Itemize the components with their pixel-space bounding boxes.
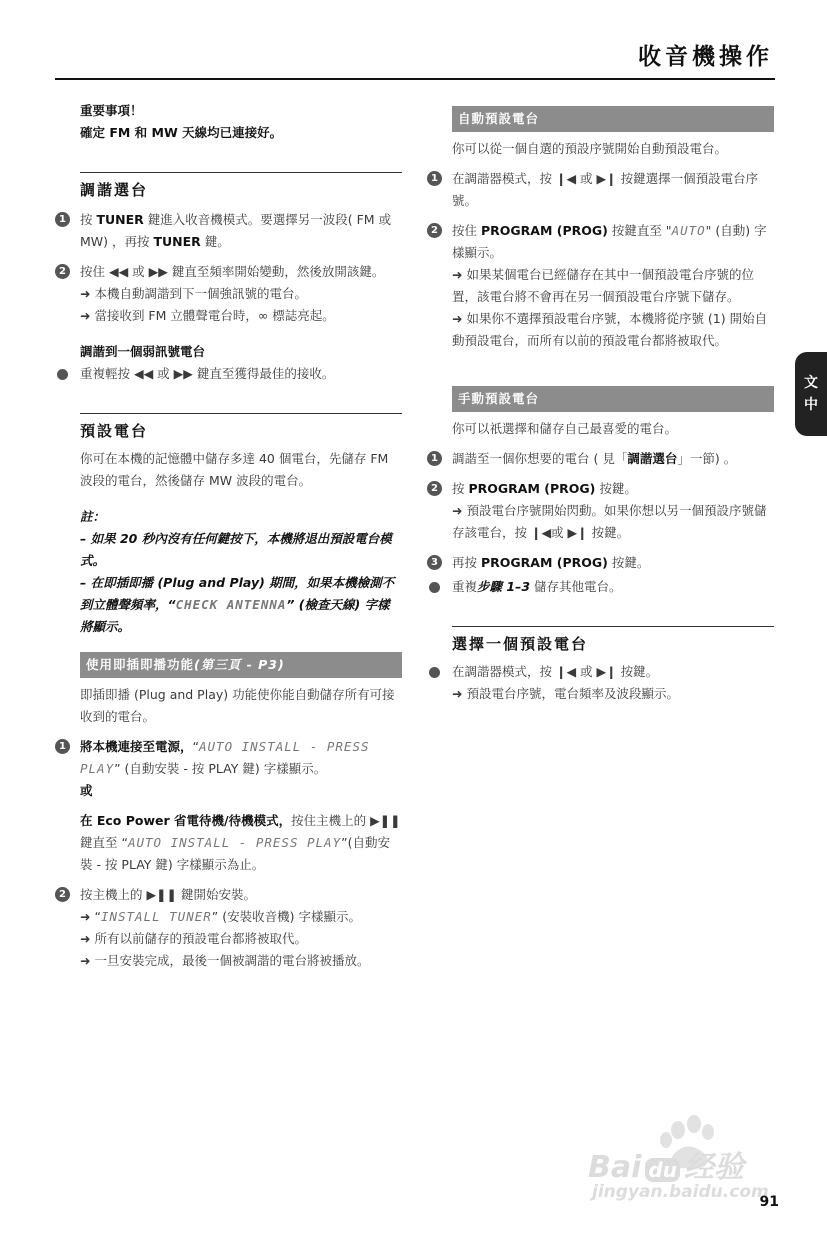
- auto-step-1: 1 在調諧器模式，按 ❙◀ 或 ▶❙ 按鍵選擇一個預設電台序號。: [427, 168, 774, 212]
- manual-step-1: 1 調諧至一個你想要的電台 ( 見「調諧選台」一節) 。: [427, 448, 774, 470]
- result-line: ➜ 如果你不選擇預設電台序號，本機將從序號 (1) 開始自動預設電台，而所有以前的預設電台都將被取代。: [452, 311, 768, 348]
- or-label: 或: [80, 783, 93, 798]
- pnp-intro: 即插即播 (Plug and Play) 功能使你能自動儲存所有可接收到的電台。: [80, 687, 395, 724]
- section-bar-plug-and-play: 使用即插即播功能(第三頁 - P3): [80, 652, 402, 678]
- step-number-1: 1: [427, 451, 442, 466]
- bullet-icon: [429, 582, 440, 593]
- tuning-step-2: 2 按住 ◀◀ 或 ▶▶ 鍵直至頻率開始變動，然後放開該鍵。 ➜ 本機自動調諧到下一個強訊號的電台。 ➜ 當接收到 FM 立體聲電台時，∞ 標誌亮起。: [55, 261, 402, 327]
- select-preset-item: 在調諧器模式，按 ❙◀ 或 ▶❙ 按鍵。 ➜ 預設電台序號，電台頻率及波段顯示。: [427, 661, 774, 705]
- bullet-icon: [57, 369, 68, 380]
- notice-body: 確定 FM 和 MW 天線均已連接好。: [80, 125, 283, 140]
- language-tab-line: 文: [804, 375, 818, 391]
- right-column: [427, 106, 774, 705]
- step-number-1: 1: [427, 171, 442, 186]
- weak-station-title: 調諧到一個弱訊號電台: [80, 344, 206, 359]
- note-2: – 在即插即播 (Plug and Play) 期間，如果本機檢測不到立體聲頻率，“CHECK ANTENNA” (檢查天線) 字樣將顯示。: [80, 575, 395, 634]
- page-number: 91: [759, 1194, 779, 1210]
- preset-intro: 你可在本機的記憶體中儲存多達 40 個電台，先儲存 FM 波段的電台，然後儲存 MW 波段的電台。: [80, 451, 389, 488]
- watermark-url: jingyan.baidu.com: [592, 1182, 769, 1202]
- manual-repeat: 重複步驟 1–3 儲存其他電台。: [427, 576, 774, 598]
- result-line: ➜ 如果某個電台已經儲存在其中一個預設電台序號的位置，該電台將不會再在另一個預設電台序號下儲存。: [452, 267, 754, 304]
- result-line: ➜ 所有以前儲存的預設電台都將被取代。: [80, 931, 307, 946]
- step-number-2: 2: [55, 887, 70, 902]
- section-bar-manual-preset: 手動預設電台: [452, 386, 774, 412]
- section-heading-tuning: 調諧選台: [80, 172, 402, 201]
- result-line: ➜ 當接收到 FM 立體聲電台時，∞ 標誌亮起。: [80, 308, 335, 323]
- auto-step-2: 2 按住 PROGRAM (PROG) 按鍵直至 "AUTO" (自動) 字樣顯示。 ➜ 如果某個電台已經儲存在其中一個預設電台序號的位置，該電台將不會再在另一個預設電台序號下儲存。 ➜ 如果你不選擇預設電台序號，本機將從序號 (1) 開始自動預設電台，而所有以前的預設電台都將被取代。: [427, 220, 774, 352]
- watermark-logo: [588, 1110, 778, 1210]
- manual-step-2: 2 按 PROGRAM (PROG) 按鍵。 ➜ 預設電台序號開始閃動。如果你想以另一個預設序號儲存該電台，按 ❙◀或 ▶❙ 按鍵。: [427, 478, 774, 544]
- step-number-1: 1: [55, 739, 70, 754]
- note-label: 註：: [80, 509, 106, 524]
- section-heading-select-preset: 選擇一個預設電台: [452, 626, 774, 655]
- result-line: ➜ 預設電台序號，電台頻率及波段顯示。: [452, 686, 679, 701]
- step-number-2: 2: [427, 481, 442, 496]
- section-bar-auto-preset: 自動預設電台: [452, 106, 774, 132]
- note-1: – 如果 20 秒內沒有任何鍵按下，本機將退出預設電台模式。: [80, 531, 392, 568]
- language-tab: [795, 352, 827, 436]
- manual-intro: 你可以祇選擇和儲存自己最喜愛的電台。: [452, 421, 678, 436]
- watermark-suffix: 经验: [683, 1150, 744, 1185]
- pnp-step-1: 1 將本機連接至電源，“AUTO INSTALL - PRESS PLAY” (自動安裝 - 按 PLAY 鍵) 字樣顯示。 或 在 Eco Power 省電待機/待機模式，按住主機上的 ▶❚❚ 鍵直至 “AUTO INSTALL - PRESS PLAY”(自動安裝 - 按 PLAY 鍵) 字樣顯示為止。: [55, 736, 402, 876]
- notice-title: 重要事項！: [80, 103, 143, 118]
- result-line: ➜ “INSTALL TUNER” (安裝收音機) 字樣顯示。: [80, 909, 361, 924]
- result-line: ➜ 本機自動調諧到下一個強訊號的電台。: [80, 286, 307, 301]
- language-tab-line: 中: [804, 397, 818, 413]
- result-line: ➜ 一旦安裝完成，最後一個被調諧的電台將被播放。: [80, 953, 370, 968]
- header-rule: [55, 78, 775, 80]
- step-number-2: 2: [55, 264, 70, 279]
- tuning-step-1: 1 按 TUNER 鍵進入收音機模式。要選擇另一波段( FM 或 MW) ，再按 TUNER 鍵。: [55, 209, 402, 253]
- eco-power-text: 在 Eco Power 省電待機/待機模式，按住主機上的 ▶❚❚ 鍵直至 “AUTO INSTALL - PRESS PLAY”(自動安裝 - 按 PLAY 鍵) 字樣顯示為止。: [80, 813, 401, 872]
- pnp-step-2: 2 按主機上的 ▶❚❚ 鍵開始安裝。 ➜ “INSTALL TUNER” (安裝收音機) 字樣顯示。 ➜ 所有以前儲存的預設電台都將被取代。 ➜ 一旦安裝完成，最後一個被調諧的電台將被播放。: [55, 884, 402, 972]
- step-number-3: 3: [427, 555, 442, 570]
- bullet-icon: [429, 667, 440, 678]
- result-line: ➜ 預設電台序號開始閃動。如果你想以另一個預設序號儲存該電台，按 ❙◀或 ▶❙ 按鍵。: [452, 503, 767, 540]
- manual-step-3: 3 再按 PROGRAM (PROG) 按鍵。: [427, 552, 774, 574]
- weak-station-item: 重複輕按 ◀◀ 或 ▶▶ 鍵直至獲得最佳的接收。: [55, 363, 402, 385]
- watermark-paw: du: [645, 1158, 680, 1182]
- left-column: [55, 100, 402, 972]
- page-title: 收音機操作: [638, 44, 773, 70]
- auto-intro: 你可以從一個自選的預設序號開始自動預設電台。: [452, 141, 728, 156]
- watermark-brand: Bai: [588, 1150, 642, 1185]
- step-number-1: 1: [55, 212, 70, 227]
- step-number-2: 2: [427, 223, 442, 238]
- section-heading-preset: 預設電台: [80, 413, 402, 442]
